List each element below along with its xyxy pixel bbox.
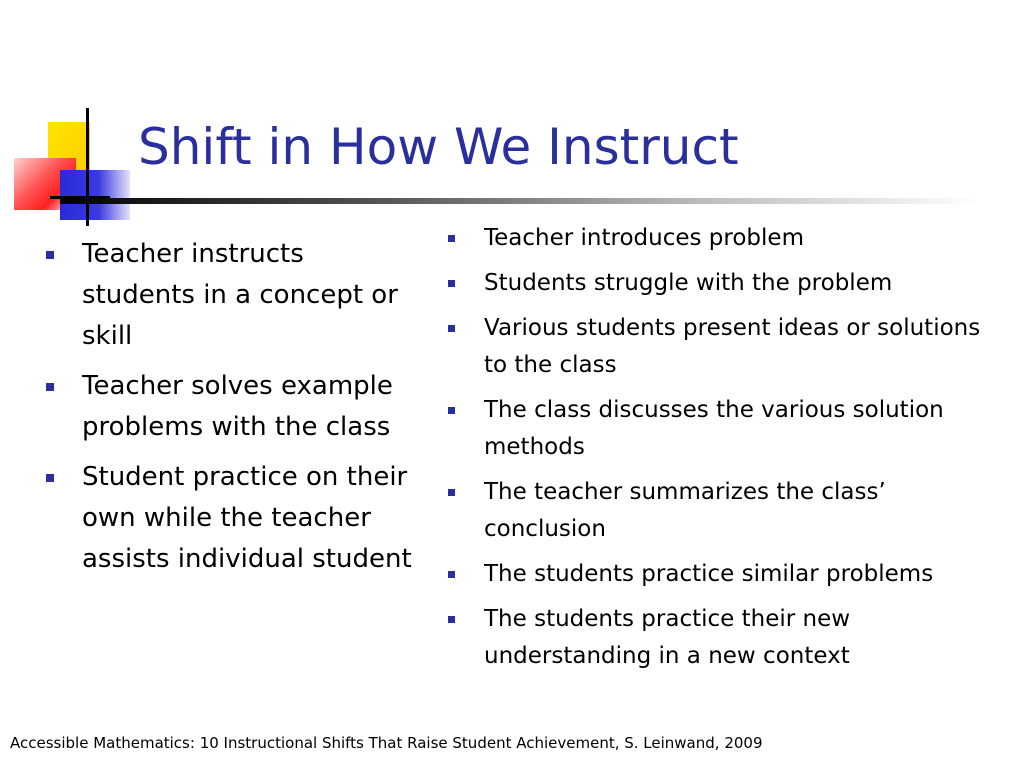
list-item <box>42 366 414 448</box>
bullet-text: Various students present ideas or solutions to the class <box>484 315 981 378</box>
citation-footer: Accessible Mathematics: 10 Instructional Shifts That Raise Student Achievement, S. Leinwand, 2009 <box>10 734 763 752</box>
list-item <box>42 234 414 357</box>
bullet-text: The teacher summarizes the class’ conclusion <box>484 479 886 542</box>
bullet-text: Teacher introduces problem <box>484 225 804 251</box>
list-item <box>444 474 1004 548</box>
left-bullet-list <box>42 234 414 589</box>
list-item <box>444 601 1004 675</box>
list-item <box>444 265 1004 302</box>
bullet-text: The students practice their new understanding in a new context <box>484 606 851 669</box>
bullet-text: The students practice similar problems <box>484 561 934 587</box>
bullet-text: Teacher instructs students in a concept or skill <box>82 239 398 351</box>
bullet-text: Student practice on their own while the teacher assists individual student <box>82 462 412 574</box>
logo-blue-square <box>60 170 130 220</box>
list-item <box>444 220 1004 257</box>
logo-vertical-line <box>86 108 89 226</box>
slide-logo-squares-icon <box>0 100 150 230</box>
title-underline-rule <box>60 198 980 204</box>
list-item <box>444 392 1004 466</box>
slide-title: Shift in How We Instruct <box>138 118 739 176</box>
right-bullet-list <box>444 220 1004 683</box>
list-item <box>42 457 414 580</box>
bullet-text: Teacher solves example problems with the class <box>82 371 393 442</box>
bullet-text: Students struggle with the problem <box>484 270 893 296</box>
list-item <box>444 556 1004 593</box>
list-item <box>444 310 1004 384</box>
bullet-text: The class discusses the various solution methods <box>484 397 944 460</box>
